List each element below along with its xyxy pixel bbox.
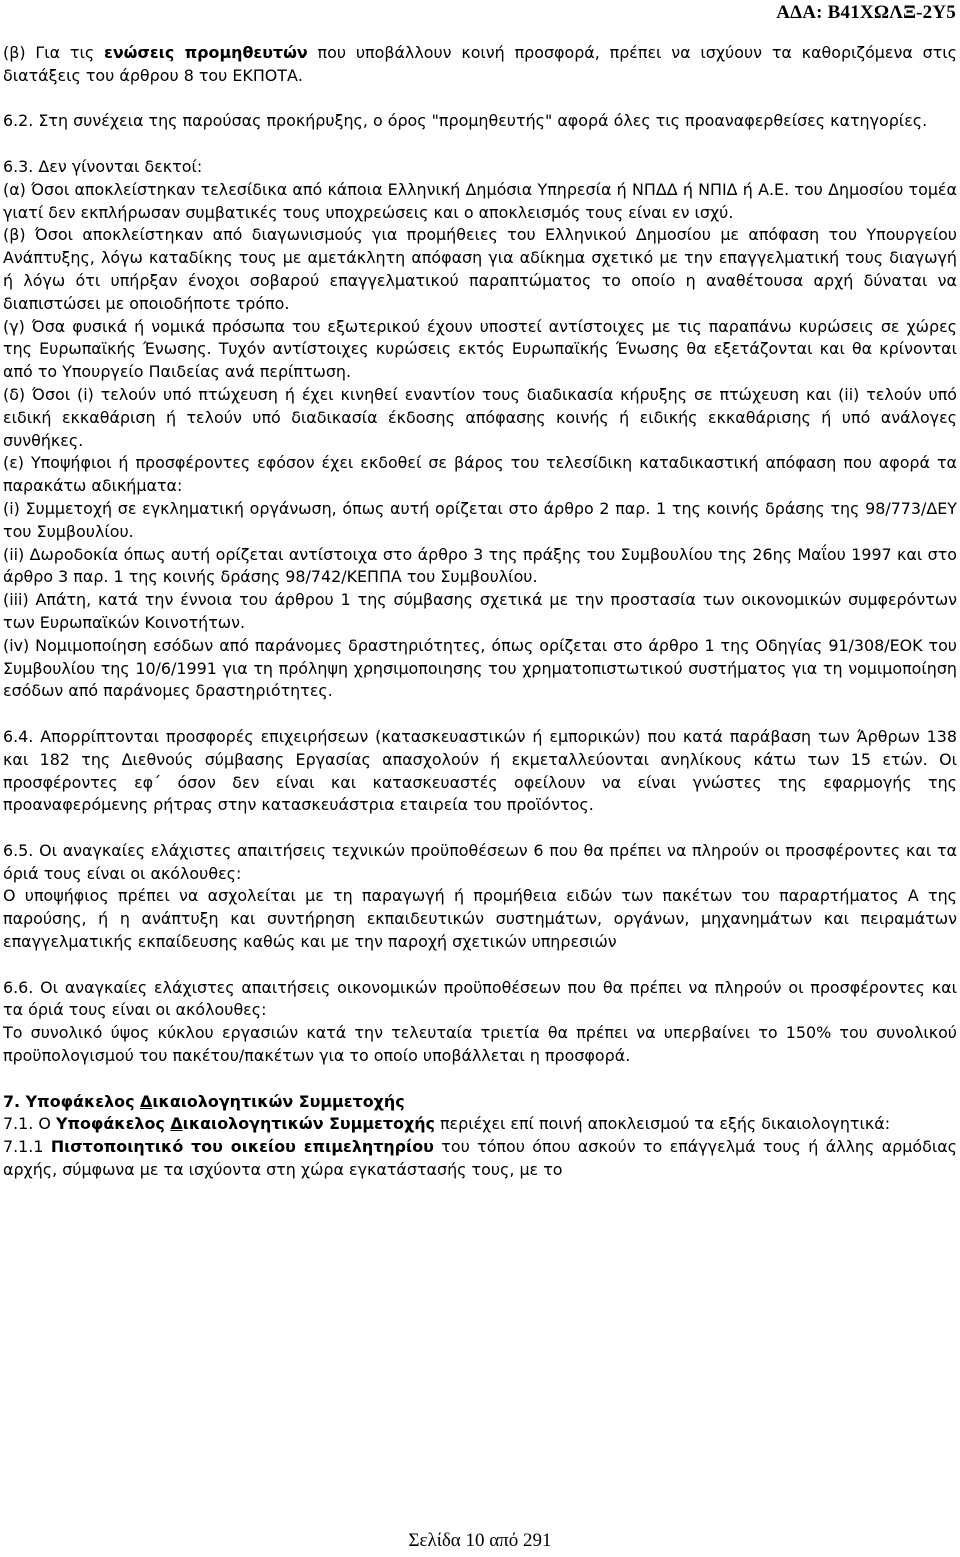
section-7-heading (3, 1091, 957, 1114)
spacer (3, 133, 957, 156)
section-6-5-body: Ο υποψήφιος πρέπει να ασχολείται με τη παραγωγή ή προμήθεια ειδών των πακέτων του παραρτήματος Α της παρούσης, ή η ανάπτυξη και συντήρηση εκπαιδευτικών συστημάτων, οργάνων, μηχανημάτων και πειραμάτων επαγγελματικής εκπαίδευσης καθώς και με την παροχή σχετικών υπηρεσιών (3, 886, 957, 952)
bold-term: ενώσεις προμηθευτών (103, 43, 308, 62)
section-7-1 (3, 1113, 957, 1136)
section-6-3-title: 6.3. Δεν γίνονται δεκτοί: (3, 156, 203, 176)
text-segment: (β) Για τις (3, 43, 104, 62)
section-6-2: 6.2. Στη συνέχεια της παρούσας προκήρυξης, ο όρος "προμηθευτής" αφορά όλες τις προαναφερθείσες κατηγορίες. (3, 111, 928, 131)
section-6-3-e: (ε) Υποψήφιοι ή προσφέροντες εφόσον έχει εκδοθεί σε βάρος του τελεσίδικη καταδικαστική απόφαση που αφορά τα παρακάτω αδικήματα: (3, 453, 957, 496)
text-segment: 7.1. Ο (3, 1114, 56, 1134)
underlined-letter: Δ (170, 1114, 183, 1134)
section-6-3-b: (β) Όσοι αποκλείστηκαν από διαγωνισμούς για προμήθειες του Ελληνικού Δημοσίου με απόφαση του Υπουργείου Ανάπτυξης, λόγω καταδίκης τους με αμετάκλητη απόφαση για αδίκημα σχετικό με την επαγγελματική τους διαγωγή ή λόγω ότι υπήρξαν ένοχοι σοβαρού επαγγελματικού παραπτώματος το οποίο η αναθέτουσα αρχή δύναται να διαπιστώσει με οποιοδήποτε τρόπο. (3, 225, 957, 313)
spacer (3, 1068, 957, 1091)
section-6-3-c: (γ) Όσα φυσικά ή νομικά πρόσωπα του εξωτερικού έχουν υποστεί αντίστοιχες με τις παραπάνω κυρώσεις σε χώρες της Ευρωπαϊκής Ένωσης. Τυχόν αντίστοιχες κυρώσεις εκτός Ευρωπαϊκής Ένωσης θα εξετάζονται και θα κρίνονται από το Υπουργείο Παιδείας ανά περίπτωση. (3, 316, 957, 382)
section-6-3-d: (δ) Όσοι (i) τελούν υπό πτώχευση ή έχει κινηθεί εναντίον τους διαδικασία κήρυξης σε πτώχευση και (ii) τελούν υπό ειδική εκκαθάριση ή τελούν υπό διαδικασία έκδοσης απόφασης κοινής ή ειδικής εκκαθάρισης ή υπό ανάλογες συνθήκες. (3, 384, 957, 450)
bold-term (56, 1114, 435, 1133)
text-segment: 7.1.1 (3, 1137, 51, 1157)
section-6-3-e-i: (i) Συμμετοχή σε εγκληματική οργάνωση, όπως αυτή ορίζεται στο άρθρο 2 παρ. 1 της κοινής δράσης της 98/773/ΔΕΥ του Συμβουλίου. (3, 498, 957, 541)
section-6-4: 6.4. Απορρίπτονται προσφορές επιχειρήσεων (κατασκευαστικών ή εμπορικών) που κατά παράβαση των Άρθρων 138 και 182 της Διεθνούς σύμβασης Εργασίας απασχολούν ή εκμεταλλεύονται ανηλίκους κάτω των 15 ετών. Οι προσφέροντες εφ΄ όσον δεν είναι και κατασκευαστές οφείλουν να είναι γνώστες της εφαρμογής της προαναφερόμενης ρήτρας στην κατασκευάστρια εταιρεία του προϊόντος. (3, 726, 957, 815)
section-7-1-1 (3, 1136, 957, 1182)
section-6-5-intro: 6.5. Οι αναγκαίες ελάχιστες απαιτήσεις τεχνικών προϋποθέσεων 6 που θα πρέπει να πληρούν οι προσφέροντες και τα όριά τους είναι οι ακόλουθες: (3, 840, 957, 883)
text-segment: 7. Υποφάκελος (3, 1091, 141, 1111)
ada-code: ΑΔΑ: Β41ΧΩΛΞ-2Υ5 (776, 2, 956, 23)
text-segment: Υποφάκελος (55, 1114, 171, 1134)
underlined-letter: Δ (140, 1091, 153, 1111)
section-6-3-e-iii: (iii) Απάτη, κατά την έννοια του άρθρου 1 της σύμβασης σχετικά με την προστασία των οικονομικών συμφερόντων των Ευρωπαϊκών Κοινοτήτων. (3, 590, 957, 632)
text-segment: ικαιολογητικών Συμμετοχής (152, 1091, 405, 1111)
document-body (3, 42, 957, 1182)
section-6-6-body: Το συνολικό ύψος κύκλου εργασιών κατά την τελευταία τριετία θα πρέπει να υπερβαίνει το 150% του συνολικού προϋπολογισμού του πακέτου/πακέτων για το οποίο υποβάλλεται η προσφορά. (3, 1023, 957, 1066)
paragraph-supplier-unions (3, 42, 957, 88)
spacer (3, 817, 957, 840)
text-segment: περιέχει επί ποινή αποκλεισμού τα εξής δικαιολογητικά: (434, 1114, 891, 1134)
text-segment: που υποβάλλουν κοινή προσφορά, πρέπει να ισχύουν τα καθοριζόμενα στις διατάξεις του άρθρου 8 του ΕΚΠΟΤΑ. (3, 43, 958, 85)
spacer (3, 954, 957, 977)
section-6-3-e-iv: (iv) Νομιμοποίηση εσόδων από παράνομες δραστηριότητες, όπως ορίζεται στο άρθρο 1 της Οδηγίας 91/308/ΕΟΚ του Συμβουλίου της 10/6/1991 για τη πρόληψη χρησιμοποιησης του χρηματοπιστωτικού συστήματος για τη νομιμοποίηση εσόδων από παράνομες δραστηριότητες. (3, 635, 957, 701)
section-6-3-a: (α) Όσοι αποκλείστηκαν τελεσίδικα από κάποια Ελληνική Δημόσια Υπηρεσία ή ΝΠΔΔ ή ΝΠΙΔ ή Α.Ε. του Δημοσίου τομέα γιατί δεν εκπλήρωσαν συμβατικές τους υποχρεώσεις και ο αποκλεισμός τους είναι εν ισχύ. (3, 179, 957, 222)
text-segment: του τόπου όπου ασκούν το επάγγελμά τους ή άλλης αρμόδιας αρχής, σύμφωνα με τα ισχύοντα στη χώρα εγκατάστασής τους, με το (3, 1137, 958, 1180)
spacer (3, 88, 957, 111)
bold-term: Πιστοποιητικό του οικείου επιμελητηρίου (50, 1137, 434, 1157)
section-6-3-e-ii: (ii) Δωροδοκία όπως αυτή ορίζεται αντίστοιχα στο άρθρο 3 της πράξης του Συμβουλίου της 26ης Μαΐου 1997 και στο άρθρο 3 παρ. 1 της κοινής δράσης 98/742/ΚΕΠΠΑ του Συμβουλίου. (3, 544, 957, 587)
text-segment: ικαιολογητικών Συμμετοχής (182, 1114, 435, 1134)
spacer (3, 703, 957, 726)
section-6-6-intro: 6.6. Οι αναγκαίες ελάχιστες απαιτήσεις οικονομικών προϋποθέσεων που θα πρέπει να πληρούν οι προσφέροντες και τα όριά τους είναι οι ακόλουθες: (3, 977, 957, 1020)
page-number: Σελίδα 10 από 291 (408, 1530, 552, 1551)
